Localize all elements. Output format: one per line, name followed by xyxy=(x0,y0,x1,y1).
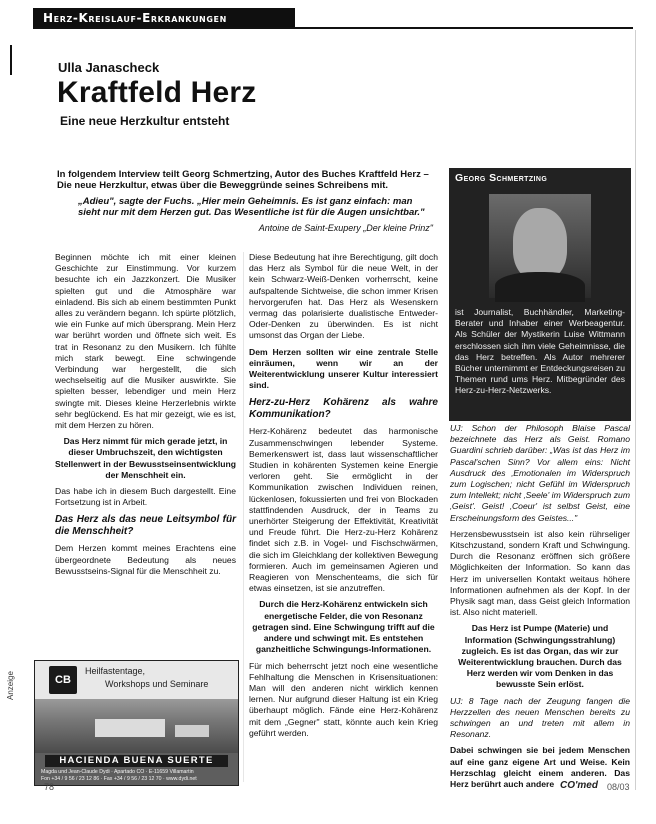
lead-paragraph: In folgendem Interview teilt Georg Schmertzing, Autor des Buches Kraftfeld Herz – Die neue Herzkultur, etwas über die Beweggründe seines Schreibens mit. xyxy=(57,169,429,191)
info-box-text: ist Journalist, Buchhändler, Marketing-Berater und Inhaber einer Werbeagentur. Als Schüler der Mystikerin Luise Wittmann erschlossen sich ihm viele Geheimnisse, die das Herz betreffen. Als Autor mehrerer Bücher unternimmt er Entdeckungsreisen zu Themen rund ums Herz. Mitbegründer des Herz-zu-Herz-Netzwerks. xyxy=(455,307,625,396)
paragraph: Dabei schwingen sie bei jedem Menschen auf eine ganz eigene Art und Weise. Kein Herzschlag gleicht einem anderen. Das Herz berührt auch andere xyxy=(450,745,630,790)
ad-header xyxy=(35,661,238,699)
interview-question: Herz-zu-Herz Kohärenz als wahre Kommunikation? xyxy=(249,397,438,421)
highlight-paragraph: Das Herz nimmt für mich gerade jetzt, in dieser Umbruchszeit, den wichtigsten Stellenwert in der Bewusstseinsentwicklung der Menschheit ein. xyxy=(55,436,236,480)
issue-date: 08/03 xyxy=(607,782,630,792)
paragraph: Herzensbewusstsein ist also kein rührseliger Kitschzustand, sondern Kraft und Schwingung. Durch die Resonanz eröffnen sich größere Möglichkeiten der Information. So kann das Herz im universellen Kontakt weitaus höhere Informationen aufnehmen als der Kopf. In der Physik sagt man, dass Geist gleich Information ist. Also nicht materiell. xyxy=(450,528,630,618)
author-portrait xyxy=(489,194,591,298)
interview-question: Das Herz als das neue Leitsymbol für die Menschheit? xyxy=(55,514,236,538)
header-rule xyxy=(33,27,633,29)
ad-logo: CB xyxy=(49,666,77,694)
highlight-paragraph: Das Herz ist Pumpe (Materie) und Information (Schwingungsstrahlung) zugleich. Es ist das Organ, das wir zur Weiterentwicklung brauchen. Durch das Herz werden wir vom Denken in das bewusste Sein erlöst. xyxy=(458,623,622,690)
info-box-title: Georg Schmertzing xyxy=(455,172,548,184)
epigraph-quote: „Adieu", sagte der Fuchs. „Hier mein Geheimnis. Es ist ganz einfach: man sieht nur mit dem Herzen gut. Das Wesentliche ist für die Augen unsichtbar." xyxy=(78,196,425,218)
text-column-2 xyxy=(249,252,438,744)
article-subtitle: Eine neue Herzkultur entsteht xyxy=(60,114,230,128)
ad-business-name: HACIENDA BUENA SUERTE xyxy=(45,755,228,767)
paragraph: Für mich beherrscht jetzt noch eine wesentliche Fehlhaltung die Menschen in Krisensituationen: Man will den anderen nicht wirklich kennen lernen. Nur aufgrund dieser Haltung ist ein Krieg überhaupt möglich. Fände eine Herz-Kohärenz mit dem „Gegner" statt, könnte auch kein Krieg geführt werden. xyxy=(249,660,438,738)
author-name: Ulla Janascheck xyxy=(58,60,160,75)
margin-mark xyxy=(10,45,12,75)
paragraph: Das habe ich in diesem Buch dargestellt. Eine Fortsetzung ist in Arbeit. xyxy=(55,486,236,508)
interview-question: UJ: 8 Tage nach der Zeugung fangen die Herzzellen des neuen Menschen bereits zu schwingen an und treten mit allem in Resonanz. xyxy=(450,695,630,740)
ad-tagline-1: Heilfastentage, xyxy=(85,666,146,676)
article-title: Kraftfeld Herz xyxy=(57,76,257,109)
ad-contact-line: Fon +34 / 9 56 / 23 12 86 · Fax +34 / 9 56 / 23 12 70 · www.dydi.net xyxy=(41,776,197,782)
text-column-3 xyxy=(450,423,630,795)
page-edge xyxy=(635,30,636,790)
paragraph: Herz-Kohärenz bedeutet das harmonische Zusammenschwingen lebender Systeme. Bemerkenswert ist, dass laut wissenschaftlicher Studien in kohärenten Systemen keine Energie verloren geht. Sie ermöglicht in der Kommunikation zwischen Individuen reinen, lückenlosen, fokussierten und frei von Blockaden stattfindenden Ausdruck, der in Teams zu unerhörter Steigerung der Effektivität, Kreativität und Freude führt. Die Herz-zu-Herz Kohärenz findet sich z.B. in Vogel- und Fischschwärmen, die sich im Gleichklang der kollektiven Bewegung formieren. Auch im gemeinsamen Agieren und Reagieren von Menschenteams, die sich für etwas einsetzen, ist sie anzutreffen. xyxy=(249,426,438,594)
advertisement[interactable] xyxy=(34,660,239,786)
portrait-face xyxy=(513,208,567,280)
page-number: 78 xyxy=(44,782,55,792)
highlight-paragraph: Durch die Herz-Kohärenz entwickeln sich energetische Felder, die von Resonanz getragen sind. Eine Schwingung trifft auf die andere und schwingt mit. Es entstehen ganzheitliche Schwingungs-Informationen. xyxy=(252,599,435,655)
author-info-box xyxy=(449,168,631,421)
magazine-logo: CO'med xyxy=(560,780,598,791)
ad-building xyxy=(175,725,209,737)
paragraph: Beginnen möchte ich mit einer kleinen Geschichte zur Einstimmung. Vor kurzem besuchte ich ein Jazzkonzert. Die Musiker spielten gut und die Atmosphäre war einladend. Bis sich ab einem bestimmten Punkt alles zu verändern begann. Ich spürte plötzlich, wie ein Funke auf mich übersprang. Mein Herz war berührt worden und öffnete sich weit. Es trat in Resonanz zu den Musikern. Ich fühlte mich stark bewegt. Eine schwingende Verbindung war hergestellt, die sich wechselseitig auf die Musiker auswirkte. Sie spielten besser, lebendiger und mein Herz swingte mit. Dieses kleine Herzerlebnis wirkte sehr beglückend. Es hat mir gezeigt, wie es ist, mit dem Herzen zu hören. xyxy=(55,252,236,431)
ad-contact-line: Magda und Jean-Claude Dydi · Apartado CO · E-11659 Villamartin xyxy=(41,769,194,775)
text-column-1 xyxy=(55,252,236,582)
highlight-paragraph: Dem Herzen sollten wir eine zentrale Stelle einräumen, wenn wir an der Weiterentwicklung unserer Kultur interessiert sind. xyxy=(249,346,438,391)
interview-question: UJ: Schon der Philosoph Blaise Pascal bezeichnete das Herz als Geist. Romano Guardini schrieb darüber: „Was ist das Herz im Pascal'schen Sinn? Vor allem eins: Nicht Ausdruck des ‚Emotionalen im Widerspruch zum Logischen; nicht Gefühl im Widerspruch zum Intellekt; nicht ‚Seele' im Widerspruch zum ‚Geist'. Geist! ‚Coeur' ist selbst Geist, eine Erscheinungsform des Geistes..." xyxy=(450,423,630,523)
column-divider xyxy=(243,252,244,782)
ad-label: Anzeige xyxy=(6,671,15,700)
paragraph: Diese Bedeutung hat ihre Berechtigung, gilt doch das Herz als Symbol für die neue Welt, in der kein Schwarz-Weiß-Denken vorherrscht, keine aufspaltende Sichtweise, die schon immer Krisen hervorgerufen hat. Das Herz als Wesenskern vermag das polarisierte dualistische Entweder-Oder-Denken zu überwinden. Es ist nicht umsonst das Organ der Liebe. xyxy=(249,252,438,341)
portrait-shoulders xyxy=(495,272,585,302)
epigraph-source: Antoine de Saint-Exupery „Der kleine Prinz" xyxy=(258,223,433,233)
ad-tagline-2: Workshops und Seminare xyxy=(105,679,209,689)
ad-landscape-photo xyxy=(35,699,238,753)
paragraph: Dem Herzen kommt meines Erachtens eine übergeordnete Bedeutung als neues Bewusstseins-Signal für die Menschheit zu. xyxy=(55,543,236,576)
section-banner: Herz-Kreislauf-Erkrankungen xyxy=(33,8,295,28)
ad-building xyxy=(95,719,165,737)
